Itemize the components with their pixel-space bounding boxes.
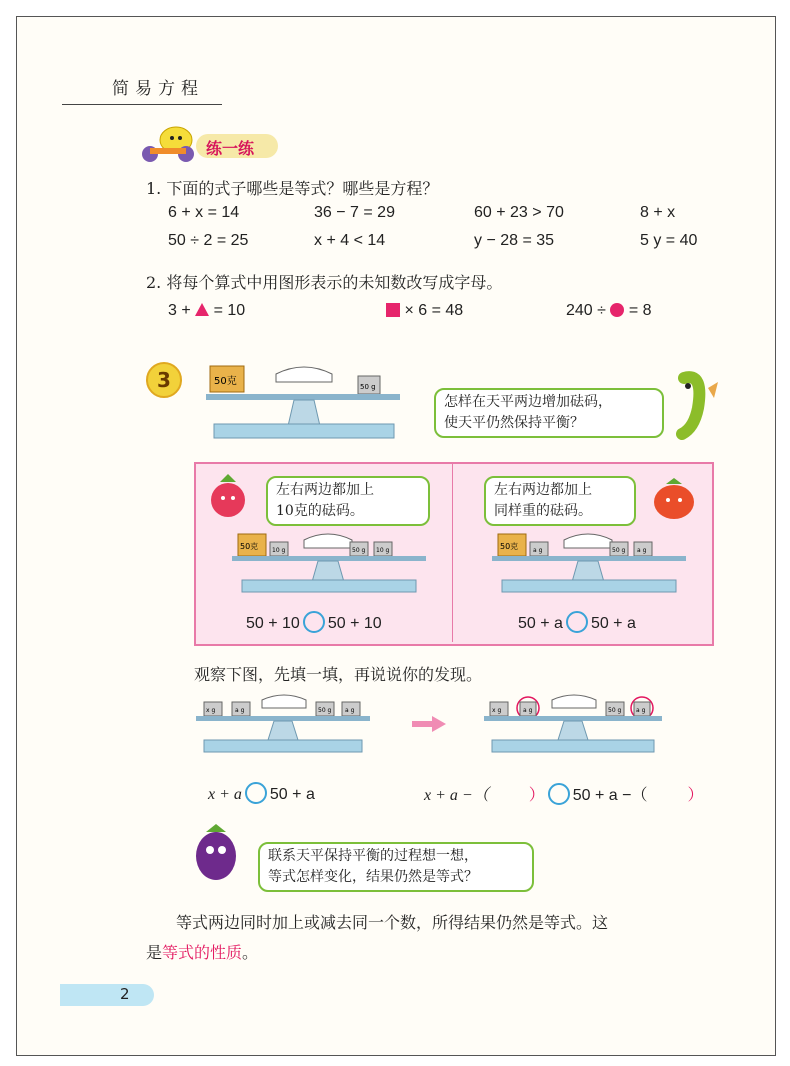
tomato-mascot-icon	[640, 474, 700, 524]
balance-scale-observe-left-icon	[196, 692, 372, 758]
example-number-badge: 3	[146, 362, 182, 398]
observe-right-eq-d: ）	[687, 787, 704, 804]
think-bubble-line-1: 联系天平保持平衡的过程想一想，	[268, 848, 478, 864]
observe-left-weight-4: a g	[345, 707, 355, 714]
main-scale-left-weight-label: 50克	[214, 376, 237, 387]
question-bubble-line-2: 使天平仍然保持平衡？	[444, 415, 584, 431]
square-shape-icon	[386, 303, 400, 317]
q2-expr-1-suffix: = 10	[209, 302, 246, 319]
right-panel-weight-1: 50克	[500, 542, 519, 551]
right-panel-equation	[518, 611, 636, 633]
compare-blank-circle[interactable]	[245, 782, 267, 804]
right-eq-right-side: 50 + a	[590, 615, 636, 632]
left-bubble-line-1: 左右两边都加上	[276, 482, 374, 498]
q2-expr-3	[566, 302, 652, 320]
balance-scale-observe-right-icon	[484, 690, 664, 758]
observe-right-weight-2: a g	[523, 707, 533, 714]
q1-expr-1-4: 8 + x	[640, 204, 676, 221]
right-eq-left-side: 50 + a	[518, 615, 563, 632]
question-bubble-line-1: 怎样在天平两边增加砝码，	[444, 394, 612, 410]
left-panel-weight-1: 50克	[240, 542, 259, 551]
comparison-divider	[452, 464, 453, 642]
observe-left-eq-b: 50 + a	[269, 786, 315, 803]
pepper-mascot-icon	[664, 368, 722, 444]
observe-left-weight-3: 50 g	[318, 707, 332, 714]
arrow-right-icon	[412, 716, 446, 732]
q1-expr-2-1: 50 ÷ 2 = 25	[168, 232, 249, 249]
observe-right-weight-4: a g	[636, 707, 646, 714]
right-bubble-line-1: 左右两边都加上	[494, 482, 592, 498]
q1-expr-1-1: 6 + x = 14	[168, 204, 240, 221]
compare-blank-circle[interactable]	[548, 783, 570, 805]
q2-expr-2-suffix: × 6 = 48	[400, 302, 464, 319]
observe-instruction: 观察下图，先填一填，再说说你的发现。	[194, 665, 483, 684]
header-rule	[62, 104, 222, 105]
practice-badge-label: 练一练	[206, 139, 255, 158]
observe-equation-left	[208, 782, 315, 804]
q1-expr-1-3: 60 + 23 > 70	[474, 204, 564, 221]
q2-expr-3-suffix: = 8	[624, 302, 652, 319]
left-panel-weight-4: 10 g	[376, 547, 390, 554]
page-number-tab	[60, 984, 154, 1006]
left-panel-equation	[246, 611, 382, 633]
right-panel-weight-4: a g	[637, 547, 647, 554]
left-bubble-line-2: 10克的砝码。	[276, 503, 364, 519]
conclusion-line-2	[146, 938, 258, 968]
question-bubble	[434, 388, 664, 438]
observe-equation-right	[424, 782, 703, 805]
q2-expr-1	[168, 302, 245, 320]
lemon-mascot-icon	[140, 124, 198, 164]
q1-expr-1-2: 36 − 7 = 29	[314, 204, 395, 221]
balance-scale-main-icon	[206, 360, 402, 442]
conclusion-suffix: 。	[242, 943, 259, 962]
left-eq-right-side: 50 + 10	[327, 615, 382, 632]
q1-expr-2-4: 5 y = 40	[640, 232, 698, 249]
think-bubble-line-2: 等式怎样变化，结果仍然是等式？	[268, 869, 478, 885]
practice-badge	[196, 134, 278, 158]
page-number: 2	[120, 985, 130, 1003]
observe-right-weight-1: x g	[492, 707, 502, 714]
observe-left-weight-1: x g	[206, 707, 216, 714]
left-panel-weight-3: 50 g	[352, 547, 366, 554]
conclusion-line-1: 等式两边同时加上或减去同一个数，所得结果仍然是等式。这	[176, 913, 609, 932]
right-panel-bubble	[484, 476, 636, 526]
left-eq-left-side: 50 + 10	[246, 615, 300, 632]
triangle-shape-icon	[195, 303, 209, 316]
page-header-title: 简易方程	[112, 79, 204, 99]
circle-shape-icon	[610, 303, 624, 317]
right-bubble-line-2: 同样重的砝码。	[494, 503, 592, 519]
left-panel-bubble	[266, 476, 430, 526]
main-scale-right-weight-label: 50 g	[360, 383, 376, 391]
conclusion-prefix: 是	[146, 943, 163, 962]
radish-mascot-icon	[206, 472, 250, 520]
observe-right-eq-b: ）	[528, 787, 545, 804]
question-2-text: 2. 将每个算式中用图形表示的未知数改写成字母。	[146, 273, 503, 292]
question-1-text: 1. 下面的式子哪些是等式？哪些是方程？	[146, 179, 439, 198]
observe-right-weight-3: 50 g	[608, 707, 622, 714]
observe-right-eq-c: 50 + a −（	[572, 787, 648, 804]
think-bubble	[258, 842, 534, 892]
left-panel-weight-2: 10 g	[272, 547, 286, 554]
q1-expr-2-2: x + 4 < 14	[314, 232, 386, 249]
q1-expr-2-3: y − 28 = 35	[474, 232, 555, 249]
q2-expr-3-prefix: 240 ÷	[566, 302, 611, 319]
right-panel-weight-3: 50 g	[612, 547, 626, 554]
q2-expr-2	[386, 302, 463, 320]
balance-scale-right-panel-icon	[492, 528, 688, 598]
equation-property-term: 等式的性质	[162, 943, 243, 962]
observe-left-weight-2: a g	[235, 707, 245, 714]
compare-blank-circle[interactable]	[303, 611, 325, 633]
observe-left-eq-a: x + a	[208, 786, 242, 803]
compare-blank-circle[interactable]	[566, 611, 588, 633]
q2-expr-1-prefix: 3 +	[168, 302, 196, 319]
observe-right-eq-a: x + a −（	[424, 787, 489, 804]
balance-scale-left-panel-icon	[232, 528, 428, 598]
eggplant-mascot-icon	[184, 820, 248, 886]
right-panel-weight-2: a g	[533, 547, 543, 554]
